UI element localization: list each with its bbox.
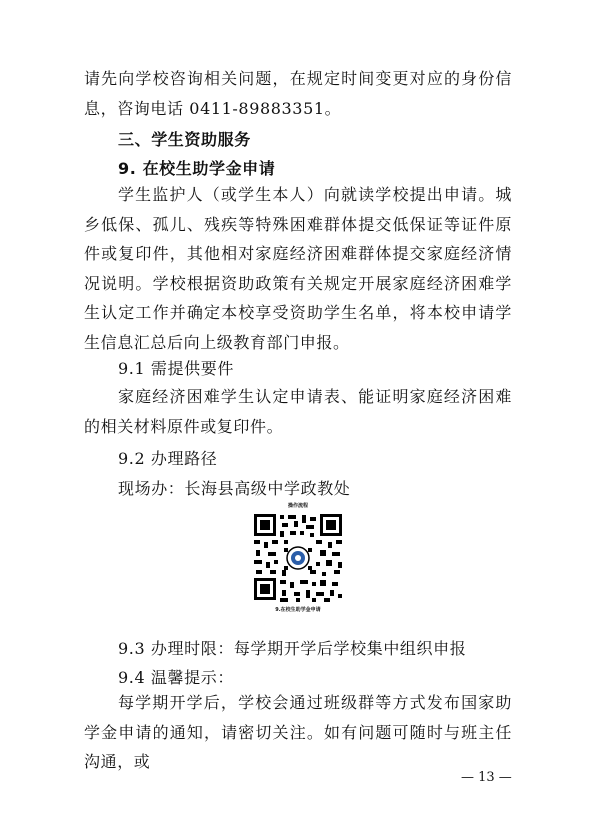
page-number: — 13 — (461, 770, 512, 785)
sub-9-4-body: 每学期开学后，学校会通过班级群等方式发布国家助学金申请的通知，请密切关注。如有问题可随时与班主任沟通，或 (84, 693, 512, 772)
item-heading: 9. 在校生助学金申请 (118, 159, 276, 178)
sub-9-1-body: 家庭经济困难学生认定申请表、能证明家庭经济困难的相关材料原件或复印件。 (84, 387, 512, 436)
item-body-paragraph: 学生监护人（或学生本人）向就读学校提出申请。城乡低保、孤儿、残疾等特殊困难群体提交低保证等证件原件或复印件，其他相对家庭经济困难群体提交家庭经济情况说明。学校根据资助政策有关规定开展家庭经济困难学生认定工作并确定本校享受资助学生名单，将本校申请学生信息汇总后向上级教育部门申报。 (84, 185, 512, 352)
subheading-9-4: 9.4 温馨提示： (118, 668, 234, 687)
subheading-9-1: 9.1 需提供要件 (118, 359, 234, 378)
qr-code-block (246, 502, 350, 612)
qr-code-icon (250, 512, 346, 604)
section-heading: 三、学生资助服务 (118, 130, 251, 149)
intro-paragraph: 请先向学校咨询相关问题，在规定时间变更对应的身份信息，咨询电话 0411-89883351。 (84, 69, 512, 118)
qr-caption: 9.在校生助学金申请 (275, 607, 321, 613)
subheading-9-3: 9.3 办理时限：每学期开学后学校集中组织申报 (118, 639, 467, 658)
sub-9-2-body: 现场办：长海县高级中学政教处 (118, 479, 351, 498)
qr-title: 操作流程 (287, 503, 308, 509)
subheading-9-2: 9.2 办理路径 (118, 449, 218, 468)
